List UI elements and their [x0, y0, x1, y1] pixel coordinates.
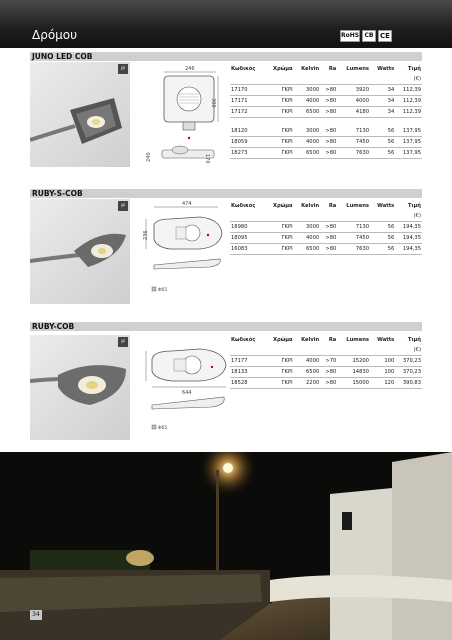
- table-row: 18133 ΓΚΡΙ 6500 >80 14830 100 370,23: [230, 367, 422, 378]
- ip-rating-icon: IP: [118, 337, 128, 347]
- section-bar-ruby-s: [30, 189, 422, 198]
- table-row: 18528 ΓΚΡΙ 2200 >80 15000 120 390,83: [230, 378, 422, 389]
- col-color: Χρώμα: [273, 337, 293, 343]
- table-row: 16083 ΓΚΡΙ 6500 >80 7630 56 194,35: [230, 244, 422, 255]
- col-ra: Ra: [328, 337, 337, 343]
- dim-length: 644: [182, 390, 192, 396]
- table-row: 18095 ΓΚΡΙ 4000 >80 7450 56 194,35: [230, 233, 422, 244]
- dim-height: 236: [143, 230, 149, 240]
- currency-label: (€): [395, 74, 422, 85]
- spec-table-ruby-s: [230, 201, 422, 255]
- col-color: Χρώμα: [273, 66, 293, 72]
- col-kelvin: Kelvin: [301, 66, 320, 72]
- col-kelvin: Kelvin: [301, 337, 320, 343]
- rohs-badge: RoHS: [340, 30, 360, 42]
- table-row: 17171 ΓΚΡΙ 4000 >80 4000 34 112,39: [230, 96, 422, 107]
- juno-luminaire-image: [30, 62, 130, 167]
- dim-pole: Φ65: [158, 426, 168, 431]
- col-ra: Ra: [328, 66, 337, 72]
- section-title-juno: JUNO LED COB: [32, 52, 93, 61]
- juno-technical-drawing: [140, 62, 220, 172]
- table-row: 18059 ΓΚΡΙ 4000 >80 7450 56 137,95: [230, 137, 422, 148]
- table-row: 17170 ΓΚΡΙ 3000 >80 3920 34 112,39: [230, 85, 422, 96]
- col-code: Κωδικός: [231, 66, 256, 72]
- col-watts: Watts: [377, 203, 395, 209]
- table-row: 18980 ΓΚΡΙ 3000 >80 7130 56 194,35: [230, 222, 422, 233]
- col-price: Τιμή: [407, 66, 421, 72]
- table-row: 18273 ΓΚΡΙ 6500 >80 7630 56 137,95: [230, 148, 422, 159]
- dim-width: 246: [185, 66, 195, 72]
- spec-table-ruby: [230, 335, 422, 389]
- ruby-s-luminaire-image: [30, 199, 130, 304]
- street-night-photo: [0, 452, 452, 640]
- product-photo-ruby-s: [30, 199, 130, 304]
- dim-length: 474: [182, 201, 192, 207]
- ruby-technical-drawing: [138, 335, 228, 440]
- ip-rating-icon: IP: [118, 201, 128, 211]
- table-row: 18120 ΓΚΡΙ 3000 >80 7130 56 137,95: [230, 126, 422, 137]
- ip-rating-icon: IP: [118, 64, 128, 74]
- ce-badge: CE: [378, 30, 392, 42]
- col-code: Κωδικός: [231, 337, 256, 343]
- svg-text:170: 170: [204, 154, 210, 164]
- svg-text:240: 240: [146, 152, 152, 162]
- col-kelvin: Kelvin: [301, 203, 320, 209]
- product-photo-ruby: [30, 335, 130, 440]
- page-number: 34: [30, 610, 42, 620]
- col-watts: Watts: [377, 66, 395, 72]
- product-photo-juno: [30, 62, 130, 167]
- col-price: Τιμή: [407, 337, 421, 343]
- col-color: Χρώμα: [273, 203, 293, 209]
- ruby-luminaire-image: [30, 335, 130, 440]
- section-bar-ruby: [30, 322, 422, 331]
- dim-pole: Φ65: [158, 288, 168, 293]
- cb-badge: CB: [362, 30, 376, 42]
- col-ra: Ra: [328, 203, 337, 209]
- col-lumens: Lumens: [346, 337, 369, 343]
- col-watts: Watts: [377, 337, 395, 343]
- ruby-s-technical-drawing: [140, 199, 225, 304]
- col-lumens: Lumens: [346, 203, 369, 209]
- section-title-ruby: RUBY-COB: [32, 322, 75, 331]
- table-row: 17177 ΓΚΡΙ 4000 >70 15200 100 370,23: [230, 356, 422, 367]
- col-lumens: Lumens: [346, 66, 369, 72]
- currency-label: (€): [395, 345, 422, 356]
- table-row: 17172 ΓΚΡΙ 6500 >80 4180 34 112,39: [230, 107, 422, 118]
- currency-label: (€): [395, 211, 422, 222]
- col-price: Τιμή: [407, 203, 421, 209]
- col-code: Κωδικός: [231, 203, 256, 209]
- section-title-ruby-s: RUBY-S-COB: [32, 189, 83, 198]
- svg-text:300: 300: [210, 98, 216, 108]
- page-title: Δρόμου: [32, 28, 78, 42]
- spec-table-juno: [230, 64, 422, 159]
